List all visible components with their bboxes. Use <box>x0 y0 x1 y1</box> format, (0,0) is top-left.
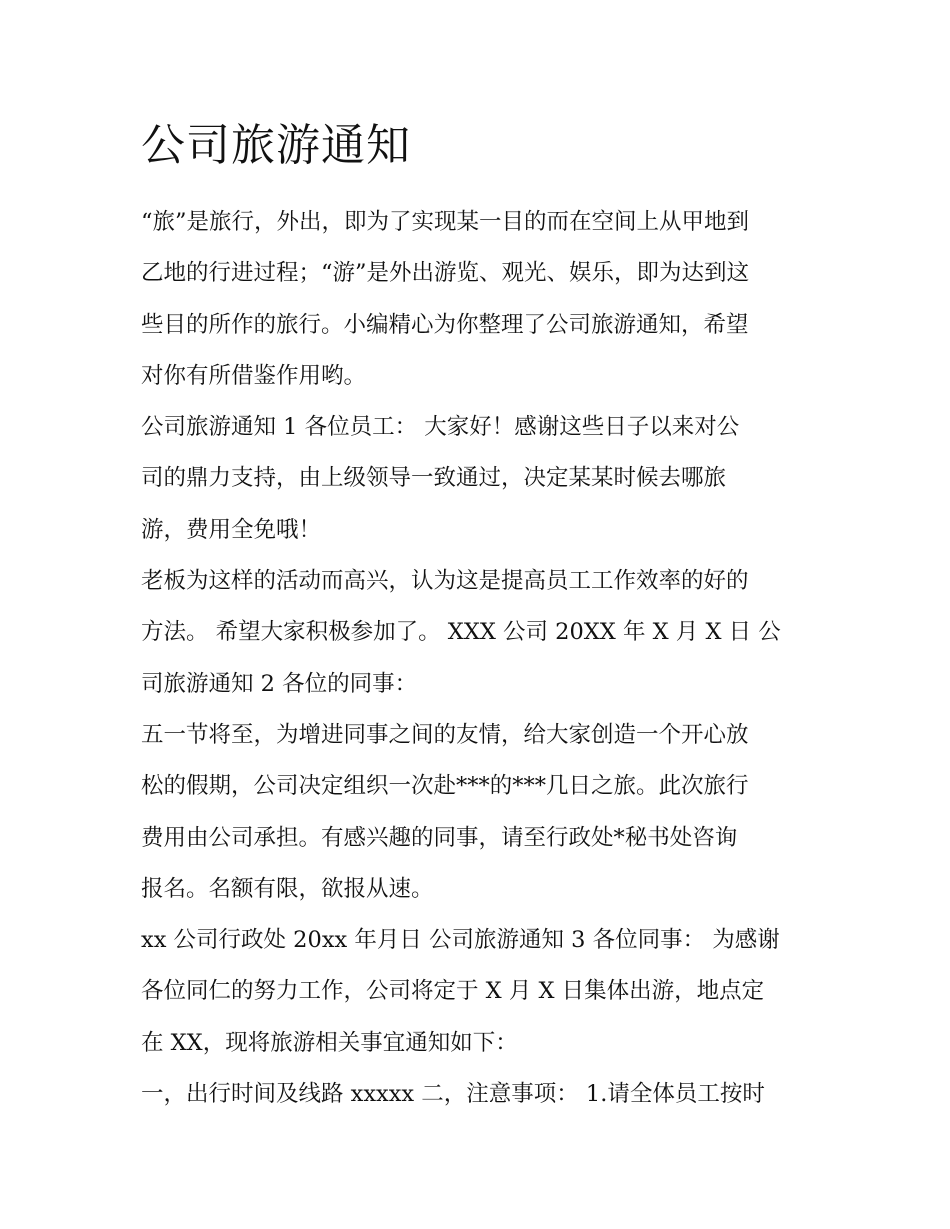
body-line-16: 各位同仁的努力工作，公司将定于 X 月 X 日集体出游，地点定 <box>141 978 765 1005</box>
document-body <box>141 197 821 1120</box>
body-line-17: 在 XX，现将旅游相关事宜通知如下： <box>141 1029 518 1056</box>
body-line-4: 对你有所借鉴作用哟。 <box>141 362 367 389</box>
body-line-11: 五一节将至，为增进同事之间的友情，给大家创造一个开心放 <box>141 721 749 748</box>
body-line-18: 一，出行时间及线路 xxxxx 二，注意事项： 1.请全体员工按时 <box>141 1081 765 1108</box>
body-line-5: 公司旅游通知 1 各位员工： 大家好！感谢这些日子以来对公 <box>141 414 740 441</box>
body-line-7: 游，费用全免哦！ <box>141 516 322 543</box>
body-line-3: 些目的所作的旅行。小编精心为你整理了公司旅游通知，希望 <box>141 311 749 338</box>
body-line-6: 司的鼎力支持，由上级领导一致通过，决定某某时候去哪旅 <box>141 465 727 492</box>
body-line-2: 乙地的行进过程；“游”是外出游览、观光、娱乐，即为达到这 <box>141 260 750 287</box>
body-line-10: 司旅游通知 2 各位的同事： <box>141 670 418 697</box>
body-line-13: 费用由公司承担。有感兴趣的同事，请至行政处*秘书处咨询 <box>141 824 738 851</box>
document-title: 公司旅游通知 <box>141 120 411 171</box>
body-line-9: 方法。 希望大家积极参加了。 XXX 公司 20XX 年 X 月 X 日 公 <box>141 619 781 646</box>
body-line-12: 松的假期，公司决定组织一次赴***的***几日之旅。此次旅行 <box>141 773 749 800</box>
body-line-15: xx 公司行政处 20xx 年月日 公司旅游通知 3 各位同事： 为感谢 <box>141 927 780 954</box>
body-line-8: 老板为这样的活动而高兴，认为这是提高员工工作效率的好的 <box>141 568 749 595</box>
body-line-14: 报名。名额有限，欲报从速。 <box>141 875 434 902</box>
body-line-1: “旅”是旅行，外出，即为了实现某一目的而在空间上从甲地到 <box>141 209 750 235</box>
